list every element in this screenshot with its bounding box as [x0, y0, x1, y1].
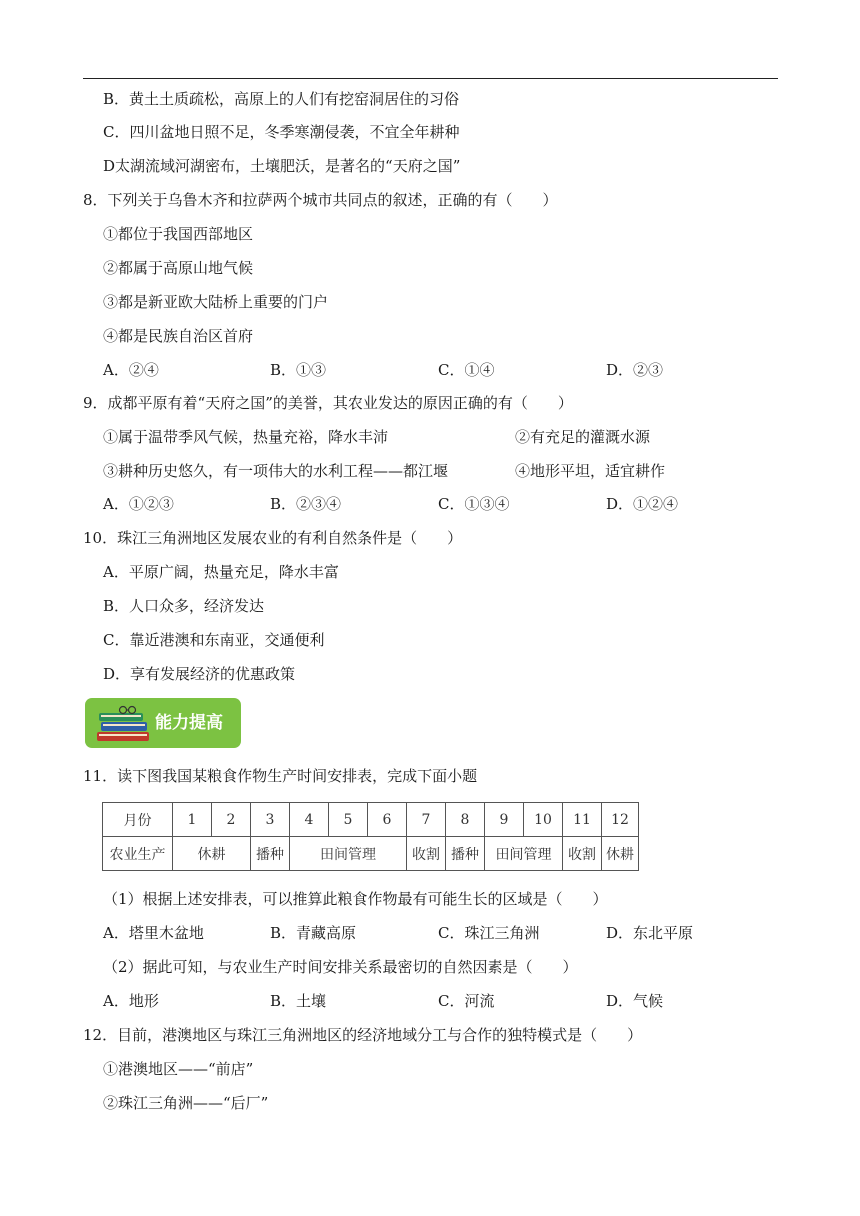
q11-sub1-stem: （1）根据上述安排表，可以推算此粮食作物最有可能生长的区域是（ ）	[103, 890, 608, 908]
q8-item-2: ②都属于高原山地气候	[103, 259, 254, 277]
table-row	[103, 803, 639, 837]
table-cell: 11	[563, 803, 602, 837]
q11-sub1-choice-c: C．珠江三角洲	[438, 924, 540, 942]
table-header-activity: 农业生产	[103, 837, 173, 871]
table-cell: 3	[251, 803, 290, 837]
q11-sub2-choice-d: D．气候	[606, 992, 664, 1010]
option-c-q7: C．四川盆地日照不足，冬季寒潮侵袭，不宜全年耕种	[103, 123, 460, 141]
table-row	[103, 837, 639, 871]
table-cell: 4	[290, 803, 329, 837]
q8-choice-c: C．①④	[438, 361, 495, 379]
table-cell: 田间管理	[485, 837, 563, 871]
question-10-stem: 10．珠江三角洲地区发展农业的有利自然条件是（ ）	[83, 529, 463, 547]
question-12-stem: 12．目前，港澳地区与珠江三角洲地区的经济地域分工与合作的独特模式是（ ）	[83, 1026, 643, 1044]
table-header-month: 月份	[103, 803, 173, 837]
q9-item-3: ③耕种历史悠久，有一项伟大的水利工程——都江堰	[103, 462, 449, 480]
q8-choice-a: A．②④	[103, 361, 159, 379]
q8-choice-b: B．①③	[270, 361, 327, 379]
table-cell: 8	[446, 803, 485, 837]
q9-item-4: ④地形平坦，适宜耕作	[515, 462, 666, 480]
q11-sub2-stem: （2）据此可知，与农业生产时间安排关系最密切的自然因素是（ ）	[103, 958, 578, 976]
table-cell: 田间管理	[290, 837, 407, 871]
table-cell: 收割	[563, 837, 602, 871]
header-rule	[83, 78, 778, 79]
q8-item-3: ③都是新亚欧大陆桥上重要的门户	[103, 293, 329, 311]
books-icon	[93, 704, 153, 744]
q11-sub1-choice-a: A．塔里木盆地	[103, 924, 204, 942]
q11-sub1-choice-d: D．东北平原	[606, 924, 694, 942]
table-cell: 播种	[446, 837, 485, 871]
table-cell: 2	[212, 803, 251, 837]
table-cell: 5	[329, 803, 368, 837]
table-cell: 1	[173, 803, 212, 837]
q8-item-1: ①都位于我国西部地区	[103, 225, 254, 243]
q10-option-b: B．人口众多，经济发达	[103, 597, 265, 615]
option-d-q7: D太湖流域河湖密布，土壤肥沃，是著名的“天府之国”	[103, 157, 461, 175]
q12-item-1: ①港澳地区——“前店”	[103, 1060, 254, 1078]
table-cell: 休耕	[173, 837, 251, 871]
q11-sub1-choice-b: B．青藏高原	[270, 924, 357, 942]
question-9-stem: 9．成都平原有着“天府之国”的美誉，其农业发达的原因正确的有（ ）	[83, 394, 573, 412]
question-8-stem: 8．下列关于乌鲁木齐和拉萨两个城市共同点的叙述，正确的有（ ）	[83, 191, 558, 209]
table-cell: 10	[524, 803, 563, 837]
q10-option-a: A．平原广阔，热量充足，降水丰富	[103, 563, 339, 581]
table-cell: 9	[485, 803, 524, 837]
q9-item-2: ②有充足的灌溉水源	[515, 428, 651, 446]
schedule-table	[102, 802, 639, 871]
q9-item-1: ①属于温带季风气候，热量充裕，降水丰沛	[103, 428, 389, 446]
q9-choice-d: D．①②④	[606, 495, 679, 513]
section-badge	[85, 698, 241, 748]
q10-option-c: C．靠近港澳和东南亚，交通便利	[103, 631, 325, 649]
q9-choice-a: A．①②③	[103, 495, 174, 513]
q8-choice-d: D．②③	[606, 361, 664, 379]
option-b-q7: B．黄土土质疏松，高原上的人们有挖窑洞居住的习俗	[103, 90, 460, 108]
table-cell: 7	[407, 803, 446, 837]
q12-item-2: ②珠江三角洲——“后厂”	[103, 1094, 269, 1112]
q11-sub2-choice-a: A．地形	[103, 992, 159, 1010]
table-cell: 12	[602, 803, 639, 837]
table-cell: 6	[368, 803, 407, 837]
q11-sub2-choice-c: C．河流	[438, 992, 495, 1010]
table-cell: 休耕	[602, 837, 639, 871]
q9-choice-c: C．①③④	[438, 495, 510, 513]
q10-option-d: D．享有发展经济的优惠政策	[103, 665, 296, 683]
q11-sub2-choice-b: B．土壤	[270, 992, 327, 1010]
q9-choice-b: B．②③④	[270, 495, 342, 513]
table-cell: 收割	[407, 837, 446, 871]
q8-item-4: ④都是民族自治区首府	[103, 327, 254, 345]
table-cell: 播种	[251, 837, 290, 871]
section-badge-label: 能力提高	[155, 713, 223, 733]
question-11-stem: 11．读下图我国某粮食作物生产时间安排表，完成下面小题	[83, 767, 478, 785]
